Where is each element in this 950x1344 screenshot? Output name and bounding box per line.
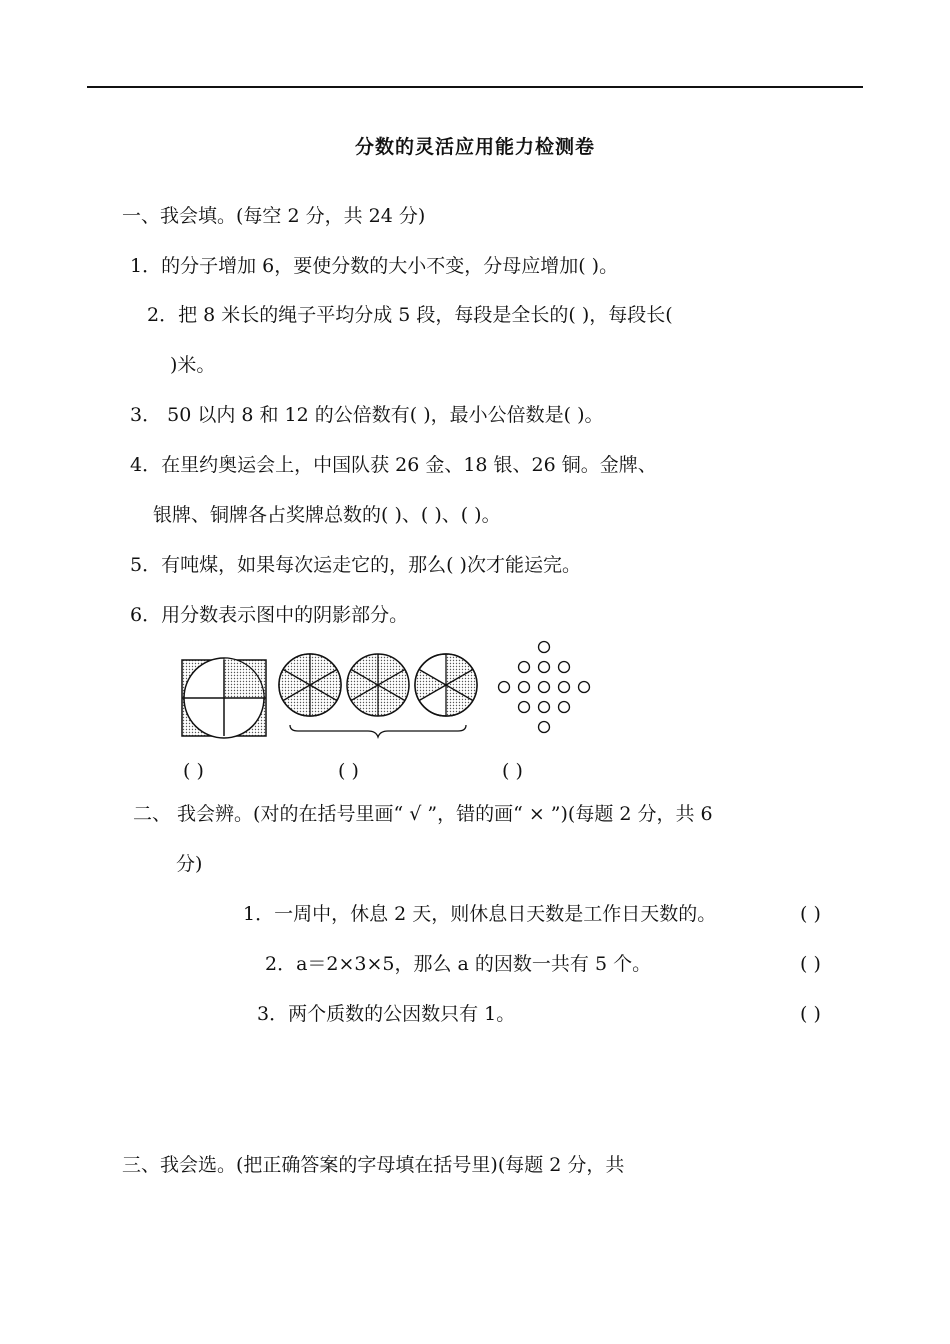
- judge-answer-1[interactable]: ( ): [800, 903, 821, 925]
- figure-dot-diamond: [499, 642, 590, 733]
- question-2-line1: 2．把 8 米长的绳子平均分成 5 段，每段是全长的( )，每段长(: [147, 304, 673, 326]
- question-3: 3． 50 以内 8 和 12 的公倍数有( )，最小公倍数是( )。: [130, 404, 604, 426]
- section2-heading-line1: 二、 我会辨。(对的在括号里画“ √ ”，错的画“ × ”)(每题 2 分，共 6: [133, 803, 713, 825]
- judge-item-3: 3．两个质数的公因数只有 1。: [257, 1003, 516, 1025]
- answer-paren-3[interactable]: ( ): [502, 760, 523, 782]
- question-2-line2: )米。: [170, 354, 216, 376]
- section3-heading: 三、我会选。(把正确答案的字母填在括号里)(每题 2 分，共: [122, 1154, 625, 1176]
- section1-heading: 一、我会填。(每空 2 分，共 24 分): [122, 205, 426, 227]
- figure-square-circle: [182, 658, 266, 738]
- figure-three-circles: [279, 654, 477, 737]
- top-rule: [87, 86, 863, 88]
- answer-paren-1[interactable]: ( ): [183, 760, 204, 782]
- question-4-line2: 银牌、铜牌各占奖牌总数的( )、( )、( )。: [153, 504, 501, 526]
- judge-answer-3[interactable]: ( ): [800, 1003, 821, 1025]
- judge-answer-2[interactable]: ( ): [800, 953, 821, 975]
- question-1: 1．的分子增加 6，要使分数的大小不变，分母应增加( )。: [130, 255, 619, 277]
- page-title: 分数的灵活应用能力检测卷: [354, 136, 595, 158]
- judge-item-1: 1．一周中，休息 2 天，则休息日天数是工作日天数的。: [243, 903, 717, 925]
- shaded-figures: [170, 635, 610, 740]
- question-4-line1: 4．在里约奥运会上，中国队获 26 金、18 银、26 铜。金牌、: [130, 454, 657, 476]
- section2-heading-line2: 分): [176, 853, 203, 875]
- answer-paren-2[interactable]: ( ): [338, 760, 359, 782]
- question-5: 5．有吨煤，如果每次运走它的，那么( )次才能运完。: [130, 554, 581, 576]
- judge-item-2: 2．a＝2×3×5，那么 a 的因数一共有 5 个。: [265, 953, 652, 975]
- question-6: 6．用分数表示图中的阴影部分。: [130, 604, 409, 626]
